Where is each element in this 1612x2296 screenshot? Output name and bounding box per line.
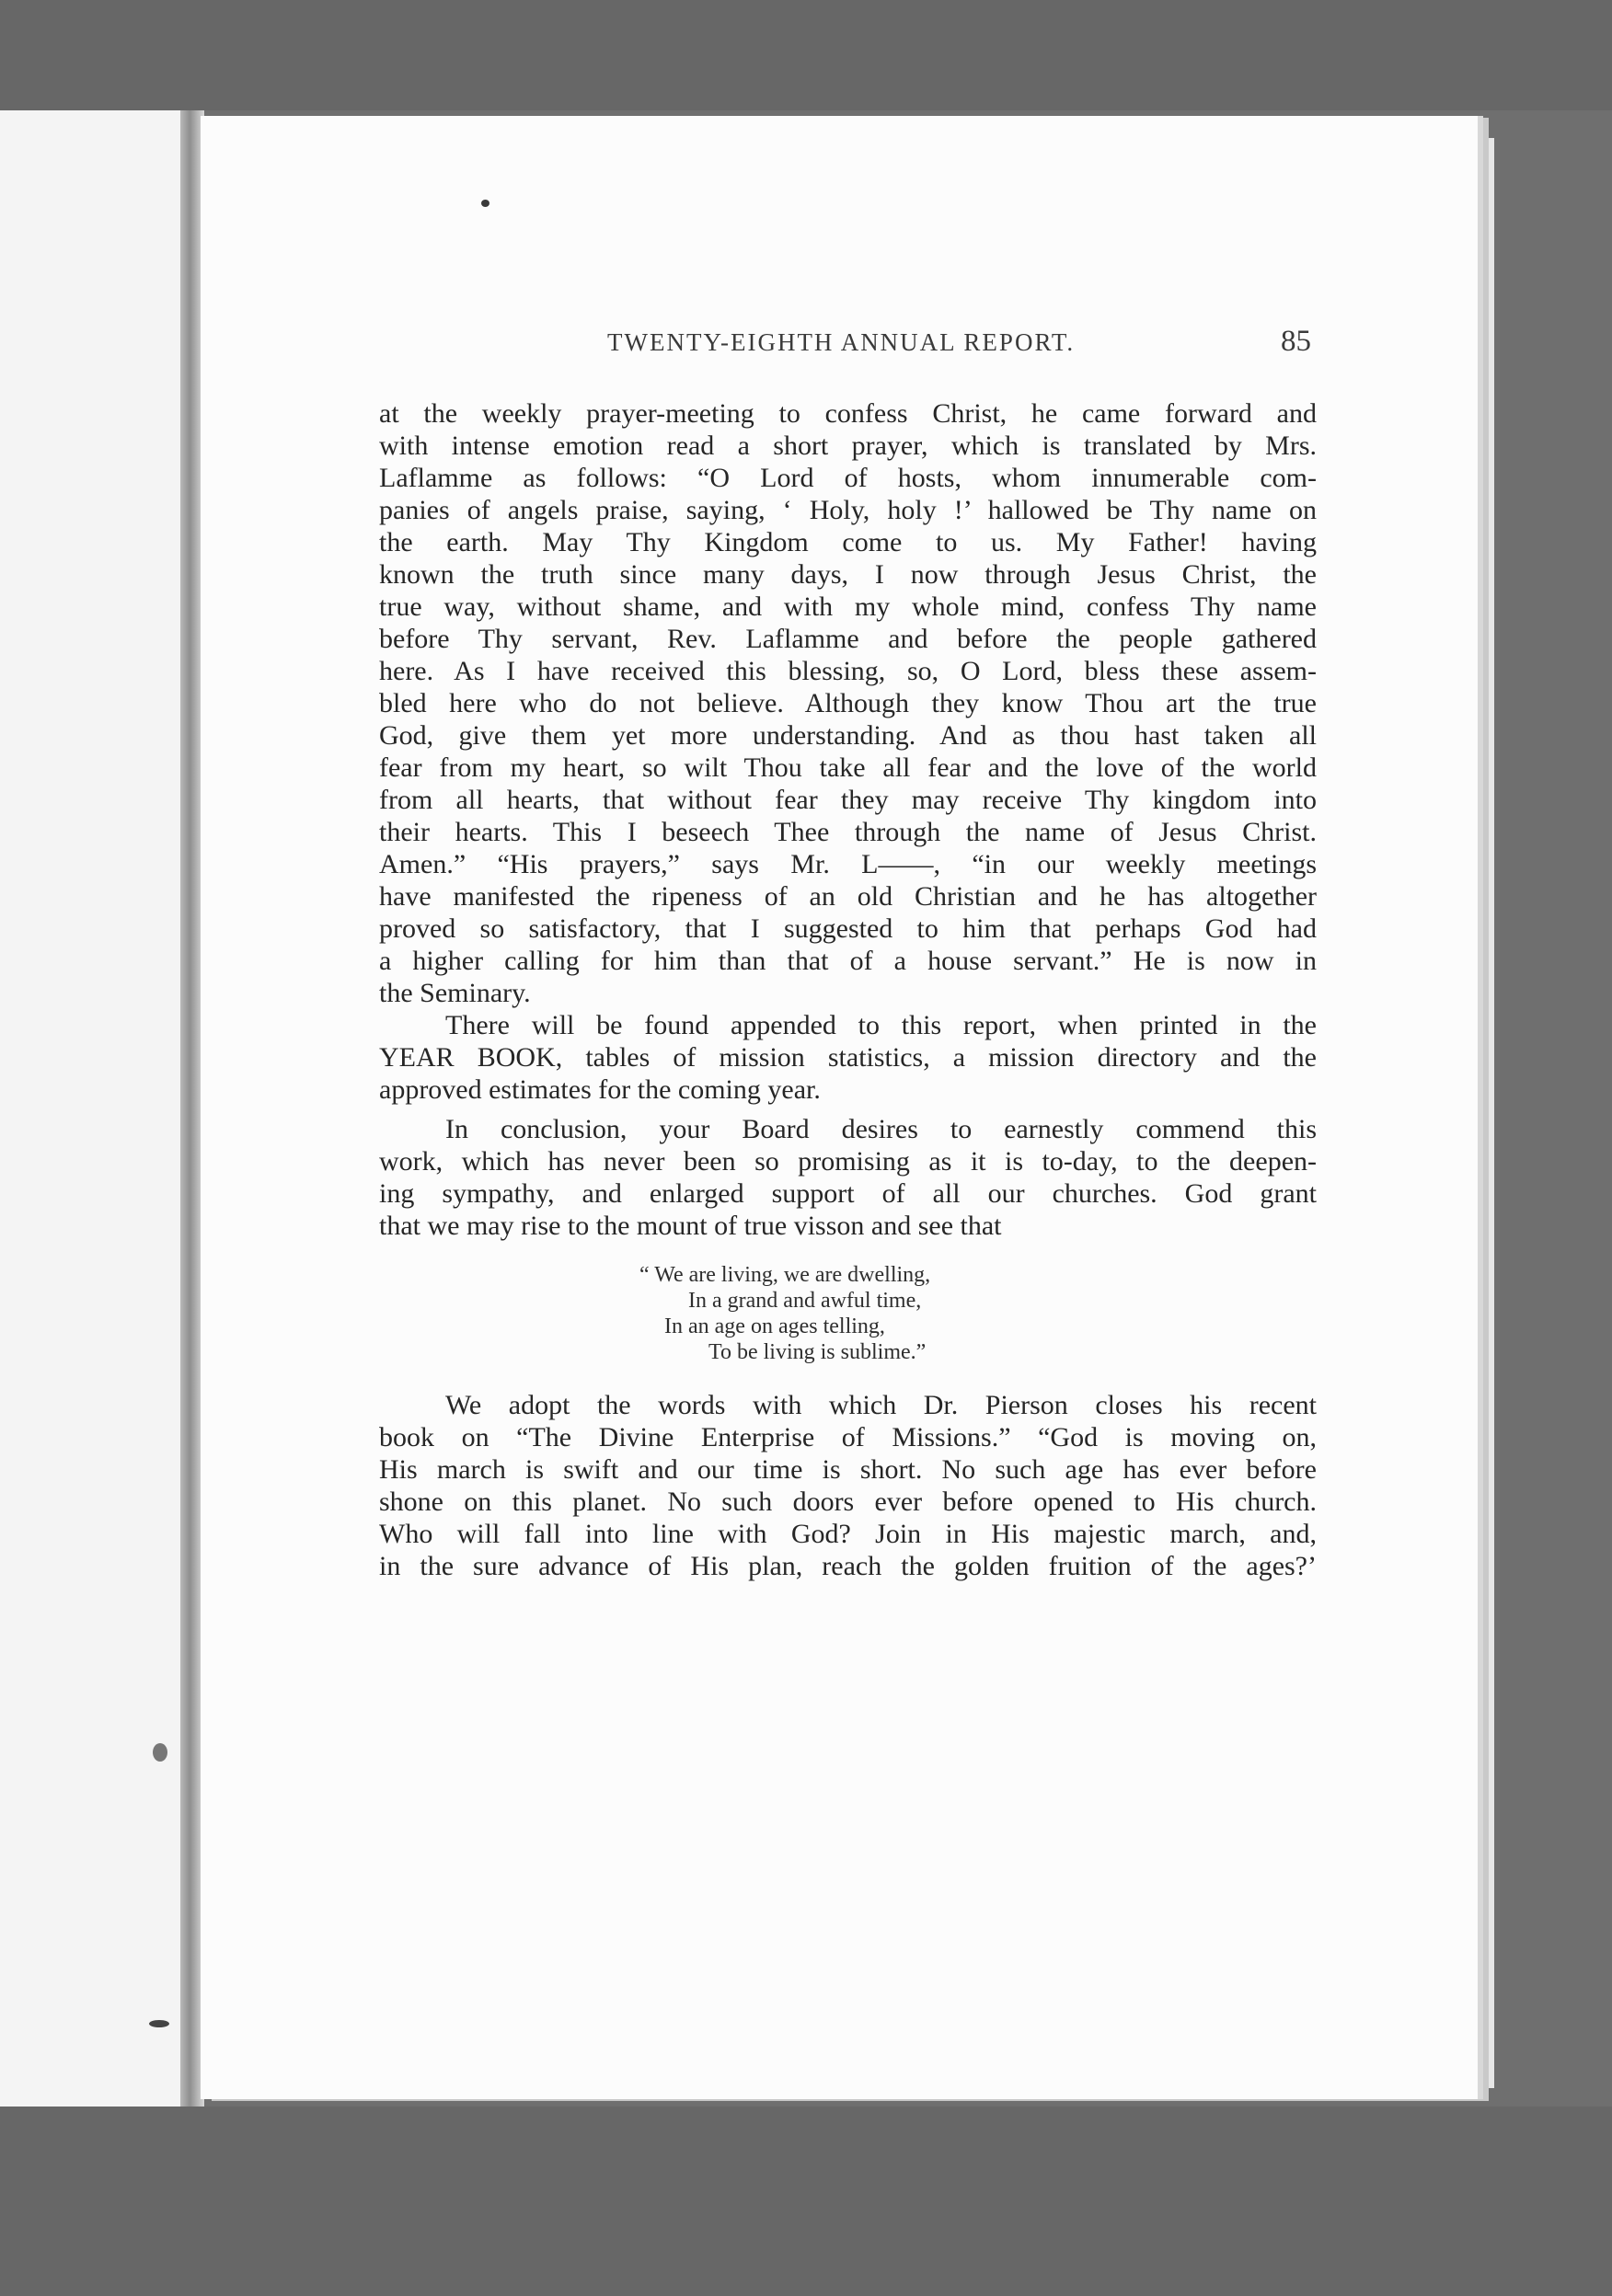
body-line: known the truth since many days, I now through Jesus Christ, the: [379, 559, 1317, 590]
page-number: 85: [1281, 325, 1311, 358]
verse-line: “ We are living, we are dwelling,: [639, 1263, 931, 1287]
body-line: approved estimates for the coming year.: [379, 1074, 821, 1105]
ink-speck: [149, 2020, 169, 2027]
closing-line: Who will fall into line with God? Join in His majestic march, and,: [379, 1519, 1317, 1549]
body-line: the earth. May Thy Kingdom come to us. My Father! having: [379, 527, 1317, 557]
closing-line: in the sure advance of His plan, reach the golden fruition of the ages?’: [379, 1551, 1317, 1581]
closing-line: book on “The Divine Enterprise of Missions.” “God is moving on,: [379, 1422, 1317, 1452]
body-line: true way, without shame, and with my whole mind, confess Thy name: [379, 591, 1317, 622]
closing-line: His march is swift and our time is short. No such age has ever before: [379, 1454, 1317, 1485]
body-line: There will be found appended to this report, when printed in the: [445, 1010, 1317, 1040]
body-line: work, which has never been so promising as it is to-day, to the deepen-: [379, 1146, 1317, 1177]
body-line: from all hearts, that without fear they may receive Thy kingdom into: [379, 785, 1317, 815]
body-line: a higher calling for him than that of a house servant.” He is now in: [379, 946, 1317, 976]
body-line: YEAR BOOK, tables of mission statistics, a mission directory and the: [379, 1042, 1317, 1073]
body-line: at the weekly prayer-meeting to confess Christ, he came forward and: [379, 398, 1317, 429]
body-line: have manifested the ripeness of an old Christian and he has altogether: [379, 881, 1317, 912]
closing-line: shone on this planet. No such doors ever before opened to His church.: [379, 1487, 1317, 1517]
body-line: the Seminary.: [379, 978, 531, 1008]
closing-line: We adopt the words with which Dr. Pierson closes his recent: [445, 1390, 1317, 1420]
scan-background-bottom: [0, 2107, 1612, 2296]
body-line: Laflamme as follows: “O Lord of hosts, whom innumerable com-: [379, 463, 1317, 493]
body-line: panies of angels praise, saying, ‘ Holy, holy !’ hallowed be Thy name on: [379, 495, 1317, 525]
body-line: In conclusion, your Board desires to earnestly commend this: [445, 1114, 1317, 1144]
ink-speck: [153, 1743, 167, 1762]
scan-background-top: [0, 0, 1612, 110]
body-line: fear from my heart, so wilt Thou take all fear and the love of the world: [379, 752, 1317, 783]
verse-line: In an age on ages telling,: [664, 1314, 885, 1338]
verse-line: To be living is sublime.”: [708, 1340, 927, 1364]
body-line: proved so satisfactory, that I suggested to him that perhaps God had: [379, 913, 1317, 944]
body-line: bled here who do not believe. Although they know Thou art the true: [379, 688, 1317, 718]
verse-line: In a grand and awful time,: [688, 1289, 922, 1313]
body-line: here. As I have received this blessing, so, O Lord, bless these assem-: [379, 656, 1317, 686]
body-line: their hearts. This I beseech Thee through the name of Jesus Christ.: [379, 817, 1317, 847]
body-line: ing sympathy, and enlarged support of all our churches. God grant: [379, 1178, 1317, 1209]
body-line: with intense emotion read a short prayer, which is translated by Mrs.: [379, 430, 1317, 461]
ink-speck: [481, 200, 489, 207]
body-line: before Thy servant, Rev. Laflamme and before the people gathered: [379, 624, 1317, 654]
body-line: God, give them yet more understanding. And as thou hast taken all: [379, 720, 1317, 751]
body-line: that we may rise to the mount of true visson and see that: [379, 1211, 1002, 1241]
facing-page-edge: [0, 110, 195, 2107]
body-line: Amen.” “His prayers,” says Mr. L——, “in our weekly meetings: [379, 849, 1317, 879]
page-stack-edge: [1478, 138, 1494, 2088]
running-header: TWENTY-EIGHTH ANNUAL REPORT.: [607, 328, 1076, 356]
